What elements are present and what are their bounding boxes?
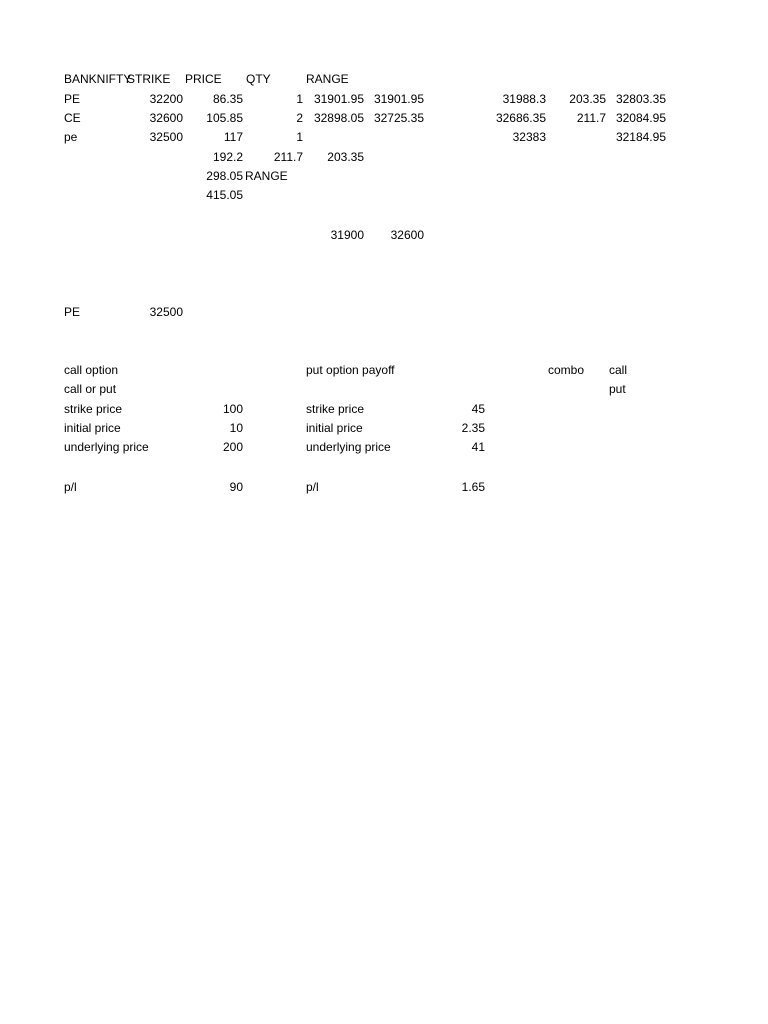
row2-range2: 32725.35 [373, 111, 424, 125]
row2-v2: 211.7 [576, 111, 606, 125]
row2-range1: 32898.05 [313, 111, 364, 125]
row1-qty: 1 [296, 92, 303, 106]
call-option-subtitle: call or put [64, 382, 117, 396]
call-initial-value: 10 [229, 421, 243, 435]
put-pl-value: 1.65 [461, 480, 485, 494]
row1-v3: 32803.35 [615, 92, 666, 106]
header-price: PRICE [185, 72, 222, 86]
sum-a1: 192.2 [212, 150, 243, 164]
row1-strike: 32200 [149, 92, 183, 106]
call-initial-label: initial price [64, 421, 121, 435]
range-high: 32600 [390, 228, 424, 242]
header-strike: STRIKE [127, 72, 171, 86]
call-pl-label: p/l [64, 480, 77, 494]
sum-a3: 203.35 [327, 150, 364, 164]
put-initial-value: 2.35 [461, 421, 485, 435]
sum-a2: 211.7 [273, 150, 303, 164]
put-initial-label: initial price [306, 421, 363, 435]
sum-b1: 298.05 [206, 169, 243, 183]
put-strike-value: 45 [471, 402, 485, 416]
call-strike-value: 100 [222, 402, 243, 416]
block2-strike: 32500 [149, 305, 183, 319]
sum-c1: 415.05 [206, 188, 243, 202]
header-banknifty: BANKNIFTY [64, 72, 132, 86]
row3-price: 117 [223, 130, 243, 144]
row1-type: PE [64, 92, 81, 106]
range-low: 31900 [330, 228, 364, 242]
block2-type: PE [64, 305, 81, 319]
call-underlying-value: 200 [222, 440, 243, 454]
header-range: RANGE [306, 72, 349, 86]
sum-range-label: RANGE [245, 169, 288, 183]
put-pl-label: p/l [306, 480, 319, 494]
put-underlying-label: underlying price [306, 440, 391, 454]
row2-strike: 32600 [149, 111, 183, 125]
row1-range1: 31901.95 [313, 92, 364, 106]
call-strike-label: strike price [64, 402, 123, 416]
row3-qty: 1 [296, 130, 303, 144]
row2-qty: 2 [296, 111, 303, 125]
row1-v1: 31988.3 [502, 92, 546, 106]
row2-v1: 32686.35 [495, 111, 546, 125]
call-pl-value: 90 [229, 480, 243, 494]
row1-v2: 203.35 [569, 92, 606, 106]
put-strike-label: strike price [306, 402, 365, 416]
row2-v3: 32084.95 [615, 111, 666, 125]
combo-call: call [609, 363, 628, 377]
row2-price: 105.85 [206, 111, 243, 125]
put-option-title: put option payoff [306, 363, 395, 377]
row3-strike: 32500 [149, 130, 183, 144]
put-underlying-value: 41 [471, 440, 485, 454]
combo-label: combo [548, 363, 585, 377]
row3-v3: 32184.95 [615, 130, 666, 144]
row3-type: pe [64, 130, 78, 144]
combo-put: put [609, 382, 626, 396]
call-underlying-label: underlying price [64, 440, 149, 454]
call-option-title: call option [64, 363, 119, 377]
row1-range2: 31901.95 [373, 92, 424, 106]
row2-type: CE [64, 111, 81, 125]
header-qty: QTY [246, 72, 271, 86]
row3-v1: 32383 [512, 130, 546, 144]
row1-price: 86.35 [212, 92, 243, 106]
